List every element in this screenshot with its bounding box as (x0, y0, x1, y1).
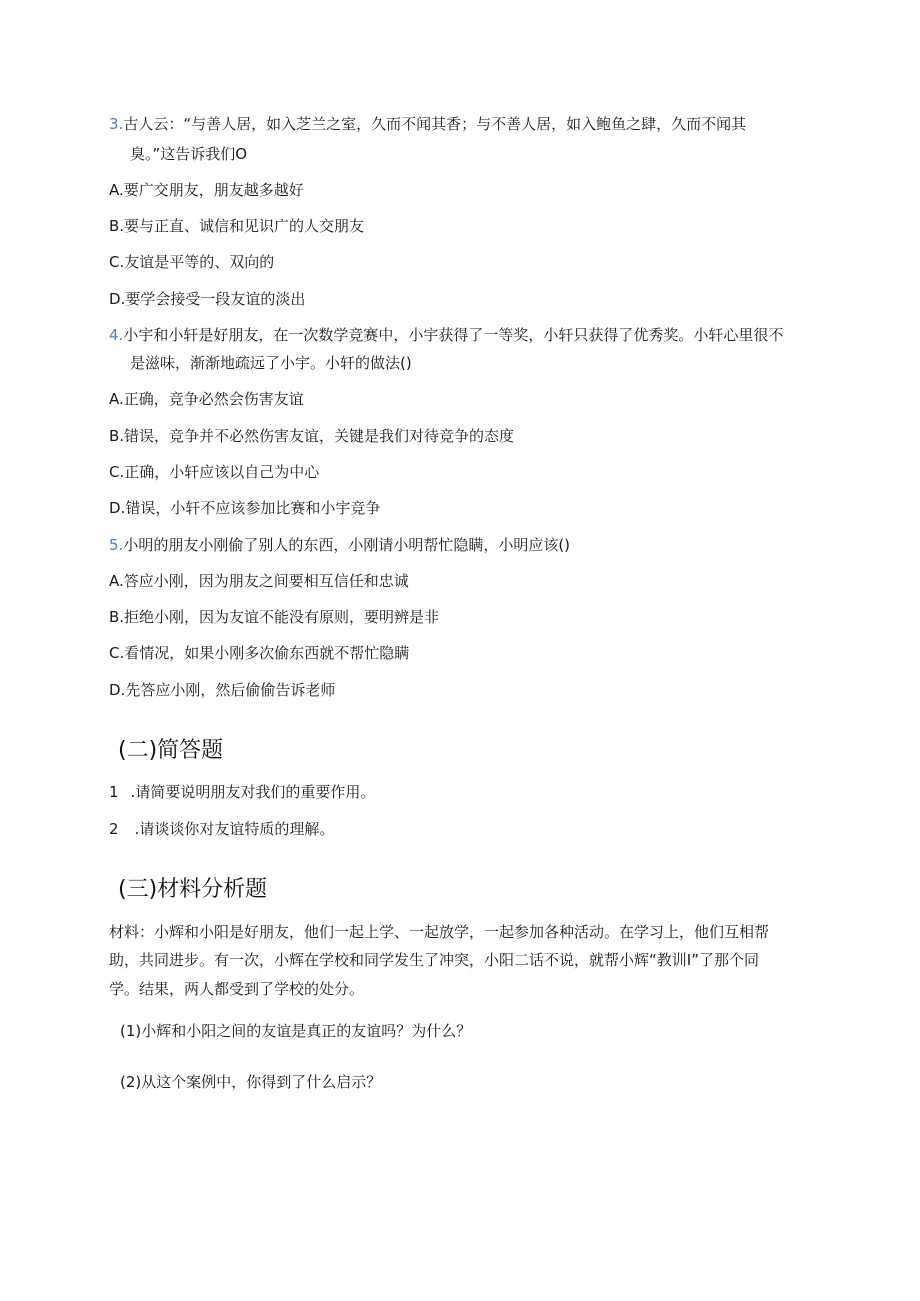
question-3-option-d: D.要学会接受一段友谊的淡出 (109, 290, 306, 308)
short-answer-item-2-number: 2 (109, 820, 119, 838)
short-answer-item-2-text: .请谈谈你对友谊特质的理解。 (134, 820, 335, 838)
question-3-stem-line1 (109, 114, 746, 134)
question-4-stem-line1 (109, 325, 783, 345)
section-2-heading: (二)简答题 (118, 738, 224, 763)
question-3-stem-line2: 臭。”这告诉我们O (130, 145, 248, 163)
question-4-option-d: D.错误，小轩不应该参加比赛和小宇竞争 (109, 499, 381, 517)
material-line-3: 学。结果，两人都受到了学校的处分。 (109, 980, 365, 998)
question-5-option-b: B.拒绝小刚，因为友谊不能没有原则，要明辨是非 (109, 608, 440, 626)
question-5-number: 5. (109, 536, 124, 554)
material-line-1: 材料：小辉和小阳是好朋友，他们一起上学、一起放学，一起参加各种活动。在学习上，他们互相帮 (109, 923, 770, 941)
question-4-stem-text: 小宇和小轩是好朋友，在一次数学竞赛中，小宇获得了一等奖，小轩只获得了优秀奖。小轩心里很不 (123, 326, 784, 344)
analysis-question-2: (2)从这个案例中，你得到了什么启示？ (120, 1073, 382, 1091)
question-4-option-a: A.正确，竞争必然会伤害友谊 (109, 390, 304, 408)
question-4-option-b: B.错误，竞争并不必然伤害友谊，关键是我们对待竞争的态度 (109, 427, 515, 445)
section-3-heading: (三)材料分析题 (118, 877, 268, 902)
question-5-option-d: D.先答应小刚，然后偷偷告诉老师 (109, 681, 336, 699)
question-3-option-a: A.要广交朋友，朋友越多越好 (109, 181, 304, 199)
question-4-number: 4. (109, 326, 124, 344)
short-answer-item-2 (109, 819, 334, 839)
question-5-option-a: A.答应小刚，因为朋友之间要相互信任和忠诚 (109, 572, 409, 590)
question-3-number: 3. (109, 115, 124, 133)
question-5-stem-text: 小明的朋友小刚偷了别人的东西，小刚请小明帮忙隐瞒，小明应该() (123, 536, 571, 554)
short-answer-item-1 (109, 782, 375, 802)
analysis-question-1: (1)小辉和小阳之间的友谊是真正的友谊吗？为什么？ (120, 1022, 472, 1040)
material-line-2: 助，共同进步。有一次，小辉在学校和同学发生了冲突，小阳二话不说，就帮小辉“教训I”了那个同 (109, 951, 759, 969)
question-5-option-c: C.看情况，如果小刚多次偷东西就不帮忙隐瞒 (109, 644, 410, 662)
question-3-option-b: B.要与正直、诚信和见识广的人交朋友 (109, 217, 365, 235)
short-answer-item-1-number: 1 (109, 783, 119, 801)
question-3-stem-text: 古人云：“与善人居，如入芝兰之室，久而不闻其香；与不善人居，如入鲍鱼之肆，久而不闻其 (123, 115, 747, 133)
question-5-stem-line1 (109, 535, 570, 555)
question-3-option-c: C.友谊是平等的、双向的 (109, 253, 275, 271)
question-4-stem-line2: 是滋味，渐渐地疏远了小宇。小轩的做法() (130, 354, 412, 372)
short-answer-item-1-text: .请简要说明朋友对我们的重要作用。 (130, 783, 376, 801)
question-4-option-c: C.正确，小轩应该以自己为中心 (109, 463, 320, 481)
